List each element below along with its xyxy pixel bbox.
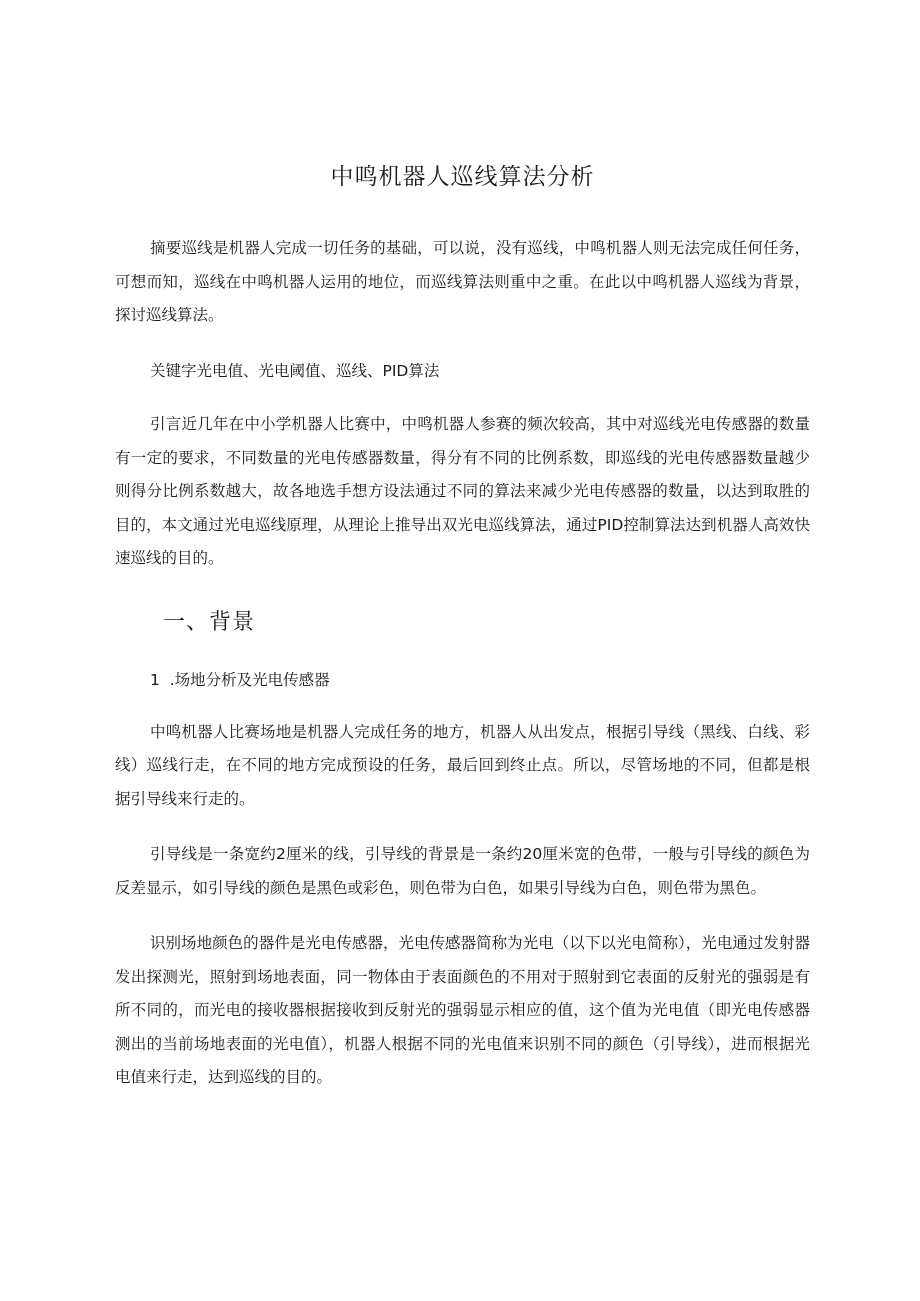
introduction-paragraph: 引言近几年在中小学机器人比赛中，中鸣机器人参赛的频次较高，其中对巡线光电传感器的数量有一定的要求，不同数量的光电传感器数量，得分有不同的比例系数，即巡线的光电传感器数量越少则得分比例系数越大，故各地选手想方设法通过不同的算法来减少光电传感器的数量，以达到取胜的目的，本文通过光电巡线原理，从理论上推导出双光电巡线算法，通过PID控制算法达到机器人高效快速巡线的目的。 <box>115 415 810 567</box>
document-title: 中鸣机器人巡线算法分析 <box>330 164 595 190</box>
abstract-paragraph: 摘要巡线是机器人完成一切任务的基础，可以说，没有巡线，中鸣机器人则无法完成任何任务，可想而知，巡线在中鸣机器人运用的地位，而巡线算法则重中之重。在此以中鸣机器人巡线为背景，探讨巡线算法。 <box>115 239 810 324</box>
field-paragraph: 中鸣机器人比赛场地是机器人完成任务的地方，机器人从出发点，根据引导线（黑线、白线、彩线）巡线行走，在不同的地方完成预设的任务，最后回到终止点。所以，尽管场地的不同，但都是根据引导线来行走的。 <box>115 722 810 808</box>
sensor-paragraph: 识别场地颜色的器件是光电传感器，光电传感器简称为光电（以下以光电简称），光电通过发射器发出探测光，照射到场地表面，同一物体由于表面颜色的不用对于照射到它表面的反射光的强弱是有所不同的，而光电的接收器根据接收到反射光的强弱显示相应的值，这个值为光电值（即光电传感器测出的当前场地表面的光电值），机器人根据不同的光电值来识别不同的颜色（引导线），进而根据光电值来行走，达到巡线的目的。 <box>115 934 810 1086</box>
document-page <box>115 160 810 1117</box>
section-heading-background: 一、背景 <box>163 609 256 635</box>
subheading-field-analysis: 1 .场地分析及光电传感器 <box>150 670 330 689</box>
guide-line-paragraph: 引导线是一条宽约2厘米的线，引导线的背景是一条约20厘米宽的色带，一般与引导线的颜色为反差显示，如引导线的颜色是黑色或彩色，则色带为白色，如果引导线为白色，则色带为黑色。 <box>115 845 810 897</box>
keywords-paragraph: 关键字光电值、光电阈值、巡线、PID算法 <box>150 361 440 380</box>
